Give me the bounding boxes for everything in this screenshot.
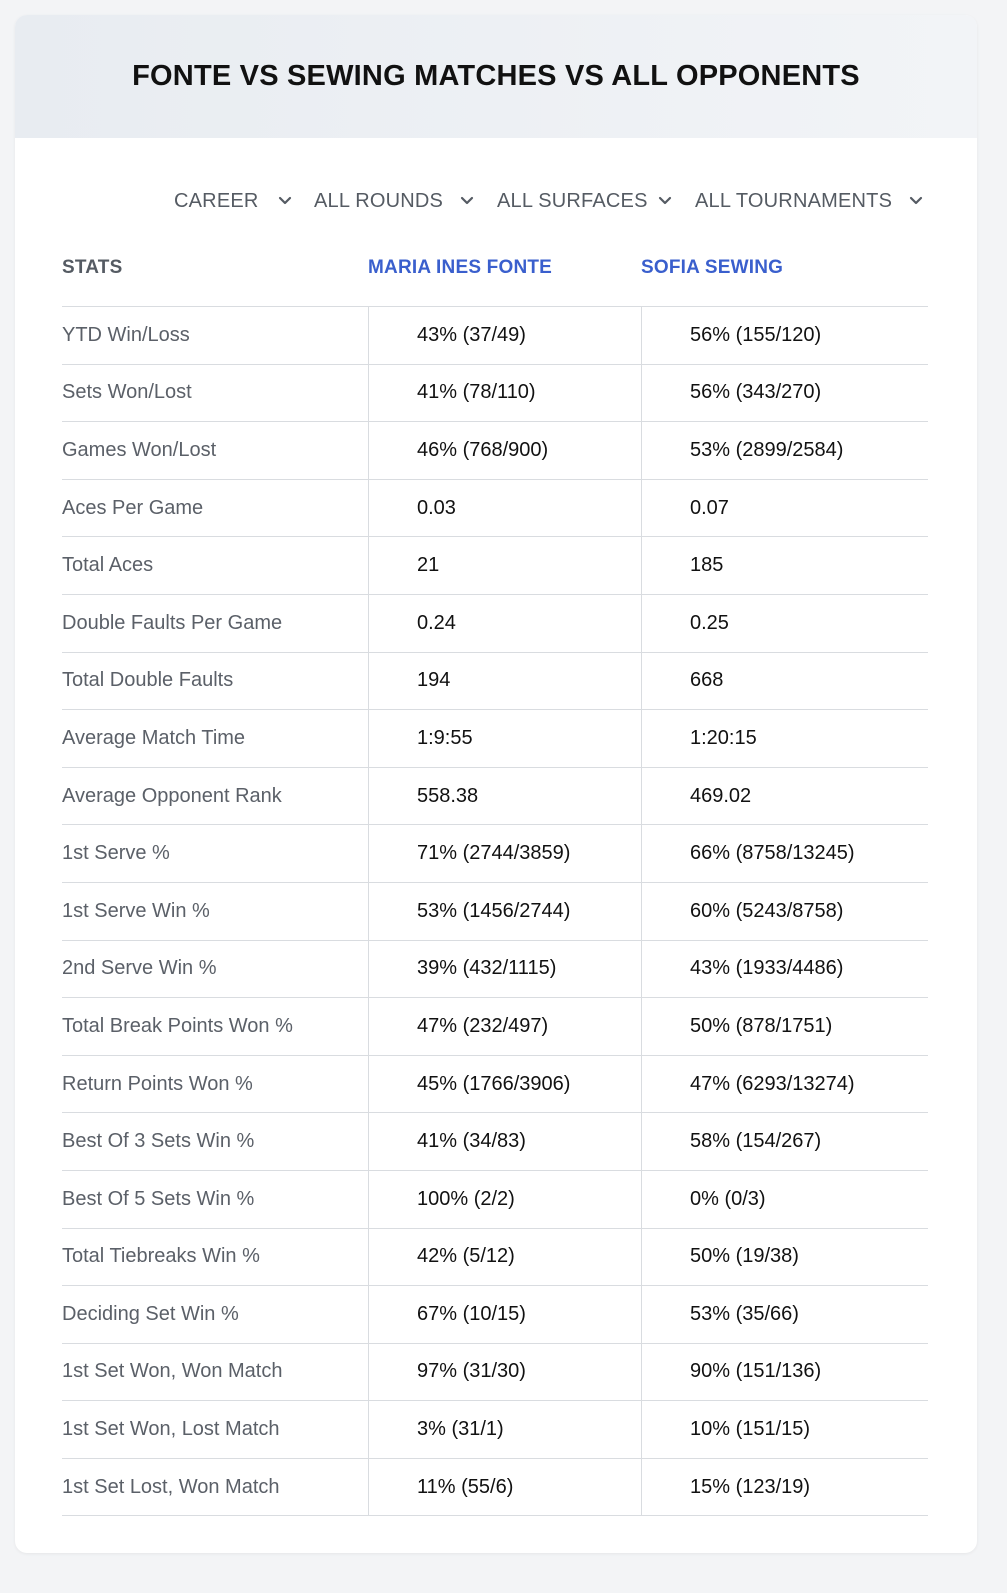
filter-label: ALL TOURNAMENTS bbox=[695, 189, 893, 212]
player1-value: 194 bbox=[368, 653, 642, 710]
table-row bbox=[62, 1459, 928, 1517]
player1-value: 71% (2744/3859) bbox=[368, 825, 642, 882]
player2-value: 15% (123/19) bbox=[641, 1459, 928, 1516]
table-row bbox=[62, 883, 928, 941]
chevron-down-icon bbox=[459, 192, 475, 208]
chevron-down-icon bbox=[908, 192, 924, 208]
table-row bbox=[62, 710, 928, 768]
player1-value: 0.24 bbox=[368, 595, 642, 652]
table-row bbox=[62, 998, 928, 1056]
player2-value: 0% (0/3) bbox=[641, 1171, 928, 1228]
stats-card bbox=[15, 15, 977, 1553]
player2-value: 10% (151/15) bbox=[641, 1401, 928, 1458]
player2-value: 50% (19/38) bbox=[641, 1229, 928, 1286]
filter-surfaces-dropdown[interactable] bbox=[497, 185, 677, 217]
card-header bbox=[15, 15, 977, 138]
player2-value: 1:20:15 bbox=[641, 710, 928, 767]
player1-value: 46% (768/900) bbox=[368, 422, 642, 479]
player2-value: 66% (8758/13245) bbox=[641, 825, 928, 882]
player1-value: 558.38 bbox=[368, 768, 642, 825]
table-row bbox=[62, 653, 928, 711]
table-row bbox=[62, 1344, 928, 1402]
column-header-player1[interactable]: MARIA INES FONTE bbox=[368, 257, 553, 278]
filter-label: CAREER bbox=[174, 189, 259, 212]
chevron-down-icon bbox=[657, 192, 673, 208]
stat-label: 1st Serve Win % bbox=[62, 899, 210, 922]
stat-label: 1st Set Lost, Won Match bbox=[62, 1475, 280, 1498]
stat-label: Aces Per Game bbox=[62, 496, 204, 519]
table-row bbox=[62, 768, 928, 826]
player1-value: 3% (31/1) bbox=[368, 1401, 642, 1458]
table-row bbox=[62, 537, 928, 595]
player1-value: 97% (31/30) bbox=[368, 1344, 642, 1401]
filter-label: ALL ROUNDS bbox=[314, 189, 444, 212]
stat-label: Average Opponent Rank bbox=[62, 784, 282, 807]
player2-value: 0.25 bbox=[641, 595, 928, 652]
stat-label: Best Of 3 Sets Win % bbox=[62, 1130, 255, 1153]
table-row bbox=[62, 595, 928, 653]
stat-label: Sets Won/Lost bbox=[62, 381, 192, 404]
player2-value: 668 bbox=[641, 653, 928, 710]
stat-label: Total Tiebreaks Win % bbox=[62, 1245, 260, 1268]
player2-value: 56% (155/120) bbox=[641, 307, 928, 364]
player2-value: 56% (343/270) bbox=[641, 365, 928, 422]
filter-tournaments-dropdown[interactable] bbox=[695, 185, 925, 217]
player1-value: 11% (55/6) bbox=[368, 1459, 642, 1516]
player1-value: 100% (2/2) bbox=[368, 1171, 642, 1228]
table-row bbox=[62, 1401, 928, 1459]
player1-value: 67% (10/15) bbox=[368, 1286, 642, 1343]
player1-value: 47% (232/497) bbox=[368, 998, 642, 1055]
table-row bbox=[62, 1229, 928, 1287]
chevron-down-icon bbox=[277, 192, 293, 208]
player1-value: 0.03 bbox=[368, 480, 642, 537]
player2-value: 185 bbox=[641, 537, 928, 594]
table-row bbox=[62, 1113, 928, 1171]
table-row bbox=[62, 1171, 928, 1229]
player2-value: 47% (6293/13274) bbox=[641, 1056, 928, 1113]
player1-value: 53% (1456/2744) bbox=[368, 883, 642, 940]
stats-table bbox=[62, 249, 928, 1516]
player2-value: 50% (878/1751) bbox=[641, 998, 928, 1055]
table-row bbox=[62, 365, 928, 423]
stat-label: Best Of 5 Sets Win % bbox=[62, 1187, 255, 1210]
stat-label: Deciding Set Win % bbox=[62, 1302, 239, 1325]
column-header-stats: STATS bbox=[62, 257, 123, 278]
table-row bbox=[62, 1056, 928, 1114]
player2-value: 58% (154/267) bbox=[641, 1113, 928, 1170]
player2-value: 43% (1933/4486) bbox=[641, 941, 928, 998]
table-row bbox=[62, 480, 928, 538]
player1-value: 41% (78/110) bbox=[368, 365, 642, 422]
table-header bbox=[62, 249, 928, 307]
table-row bbox=[62, 825, 928, 883]
stat-label: Double Faults Per Game bbox=[62, 611, 283, 634]
table-body bbox=[62, 307, 928, 1516]
player2-value: 90% (151/136) bbox=[641, 1344, 928, 1401]
stat-label: Total Double Faults bbox=[62, 669, 234, 692]
table-row bbox=[62, 1286, 928, 1344]
stat-label: Total Aces bbox=[62, 554, 154, 577]
stat-label: 1st Set Won, Lost Match bbox=[62, 1418, 280, 1441]
stat-label: Average Match Time bbox=[62, 726, 246, 749]
stat-label: Return Points Won % bbox=[62, 1072, 253, 1095]
player1-value: 41% (34/83) bbox=[368, 1113, 642, 1170]
player1-value: 39% (432/1115) bbox=[368, 941, 642, 998]
stat-label: 1st Serve % bbox=[62, 842, 170, 865]
filter-career-dropdown[interactable] bbox=[174, 185, 307, 217]
player2-value: 60% (5243/8758) bbox=[641, 883, 928, 940]
player1-value: 43% (37/49) bbox=[368, 307, 642, 364]
player1-value: 42% (5/12) bbox=[368, 1229, 642, 1286]
player2-value: 469.02 bbox=[641, 768, 928, 825]
filter-label: ALL SURFACES bbox=[497, 189, 648, 212]
stat-label: Total Break Points Won % bbox=[62, 1014, 293, 1037]
column-header-player2[interactable]: SOFIA SEWING bbox=[641, 257, 784, 278]
player1-value: 21 bbox=[368, 537, 642, 594]
player1-value: 45% (1766/3906) bbox=[368, 1056, 642, 1113]
stat-label: 1st Set Won, Won Match bbox=[62, 1360, 283, 1383]
table-row bbox=[62, 307, 928, 365]
stat-label: YTD Win/Loss bbox=[62, 323, 190, 346]
filter-rounds-dropdown[interactable] bbox=[314, 185, 478, 217]
stat-label: Games Won/Lost bbox=[62, 438, 217, 461]
page-title: FONTE VS SEWING MATCHES VS ALL OPPONENTS bbox=[132, 60, 860, 92]
player2-value: 53% (2899/2584) bbox=[641, 422, 928, 479]
player1-value: 1:9:55 bbox=[368, 710, 642, 767]
table-row bbox=[62, 422, 928, 480]
stat-label: 2nd Serve Win % bbox=[62, 957, 217, 980]
player2-value: 53% (35/66) bbox=[641, 1286, 928, 1343]
filter-bar bbox=[15, 185, 977, 217]
table-row bbox=[62, 941, 928, 999]
player2-value: 0.07 bbox=[641, 480, 928, 537]
